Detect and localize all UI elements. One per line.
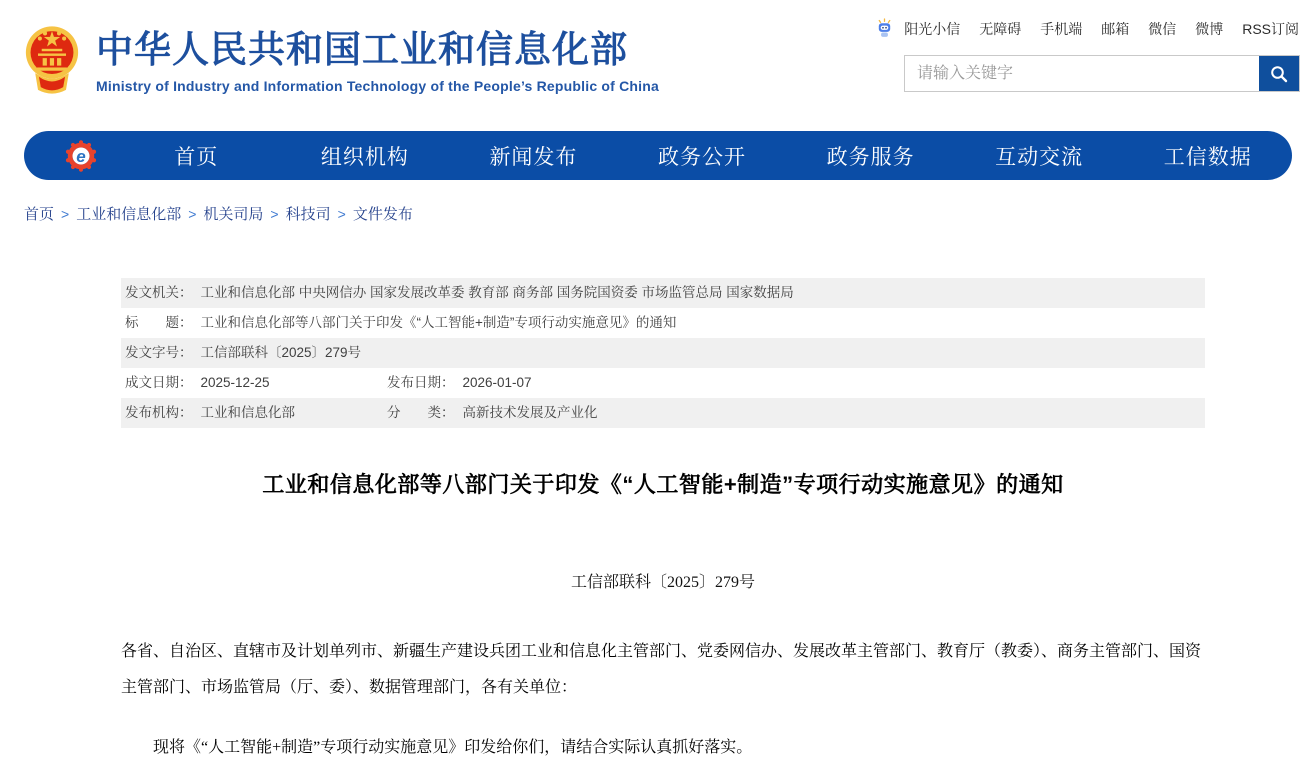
main-nav (24, 131, 1292, 180)
meta-value: 2026-01-07 (462, 375, 532, 390)
meta-label: 发布日期： (387, 375, 455, 390)
sunshine-robot-icon (875, 18, 894, 39)
breadcrumb-miit[interactable]: 工业和信息化部 (76, 206, 182, 223)
quick-link-accessibility[interactable]: 无障碍 (979, 20, 1022, 37)
meta-label: 分 类： (387, 405, 455, 420)
search-button[interactable] (1259, 56, 1299, 91)
meta-value: 工信部联科〔2025〕279号 (200, 345, 362, 360)
meta-label: 成文日期： (125, 375, 193, 390)
nav-item-interaction[interactable]: 互动交流 (995, 145, 1084, 169)
breadcrumb-departments[interactable]: 机关司局 (203, 206, 264, 223)
meta-label: 标 题： (125, 315, 193, 330)
svg-text:e: e (76, 146, 86, 166)
breadcrumb-science-tech-dept[interactable]: 科技司 (285, 206, 331, 223)
quick-link-wechat[interactable]: 微信 (1148, 20, 1177, 37)
quick-link-mail[interactable]: 邮箱 (1101, 20, 1130, 37)
nav-item-gov-disclosure[interactable]: 政务公开 (658, 145, 747, 169)
meta-row-dates (121, 368, 1205, 398)
quick-link-weibo[interactable]: 微博 (1195, 20, 1224, 37)
meta-row-doc-number (121, 338, 1205, 368)
quick-link-mobile[interactable]: 手机端 (1040, 20, 1083, 37)
search-input[interactable] (905, 56, 1259, 91)
meta-value: 工业和信息化部 (200, 405, 295, 420)
document-number: 工信部联科〔2025〕279号 (570, 574, 755, 591)
meta-label: 发文字号： (125, 345, 193, 360)
document-content (121, 278, 1205, 766)
meta-label: 发布机构： (125, 405, 193, 420)
document-paragraph: 各省、自治区、直辖市及计划单列市、新疆生产建设兵团工业和信息化主管部门、党委网信办、发展改革主管部门、教育厅（教委）、商务主管部门、国资主管部门、市场监管局（厅、委）、数据管理部门，各有关单位： (121, 643, 1202, 696)
meta-value: 2025-12-25 (200, 375, 270, 390)
document-title: 工业和信息化部等八部门关于印发《“人工智能+制造”专项行动实施意见》的通知 (262, 472, 1064, 497)
meta-label: 发文机关： (125, 285, 193, 300)
quick-link-rss[interactable]: RSS订阅 (1242, 20, 1299, 37)
national-emblem-icon (24, 22, 80, 98)
nav-item-home[interactable]: 首页 (174, 145, 219, 169)
breadcrumb-current: 文件发布 (352, 206, 413, 223)
site-brand[interactable] (24, 22, 659, 98)
breadcrumb (24, 203, 1292, 224)
breadcrumb-separator: > (337, 206, 346, 222)
site-subtitle: Ministry of Industry and Information Technology of the People’s Republic of China (96, 77, 659, 94)
site-title: 中华人民共和国工业和信息化部 (96, 29, 628, 70)
breadcrumb-separator: > (188, 206, 197, 222)
quick-links (875, 18, 1299, 39)
nav-item-organization[interactable]: 组织机构 (320, 145, 409, 169)
nav-item-miit-data[interactable]: 工信数据 (1163, 145, 1252, 169)
meta-value: 高新技术发展及产业化 (462, 405, 598, 420)
meta-row-title (121, 308, 1205, 338)
nav-item-news[interactable]: 新闻发布 (489, 145, 578, 169)
document-body (121, 634, 1205, 766)
meta-value: 工业和信息化部 中央网信办 国家发展改革委 教育部 商务部 国务院国资委 市场监管总局 国家数据局 (200, 285, 794, 300)
meta-row-publisher-category (121, 398, 1205, 428)
meta-value: 工业和信息化部等八部门关于印发《“人工智能+制造”专项行动实施意见》的通知 (200, 315, 677, 330)
meta-row-issuing-agencies (121, 278, 1205, 308)
nav-item-gov-services[interactable]: 政务服务 (826, 145, 915, 169)
site-header (0, 0, 1316, 127)
search-icon (1269, 64, 1289, 84)
breadcrumb-home[interactable]: 首页 (24, 206, 55, 223)
breadcrumb-separator: > (61, 206, 70, 222)
document-meta-table (121, 278, 1205, 428)
document-paragraph: 现将《“人工智能+制造”专项行动实施意见》印发给你们，请结合实际认真抓好落实。 (153, 739, 753, 756)
quick-link-sunshine[interactable]: 阳光小信 (904, 20, 961, 37)
search-box (904, 55, 1300, 92)
breadcrumb-separator: > (270, 206, 279, 222)
miit-gear-logo-icon (64, 139, 98, 173)
